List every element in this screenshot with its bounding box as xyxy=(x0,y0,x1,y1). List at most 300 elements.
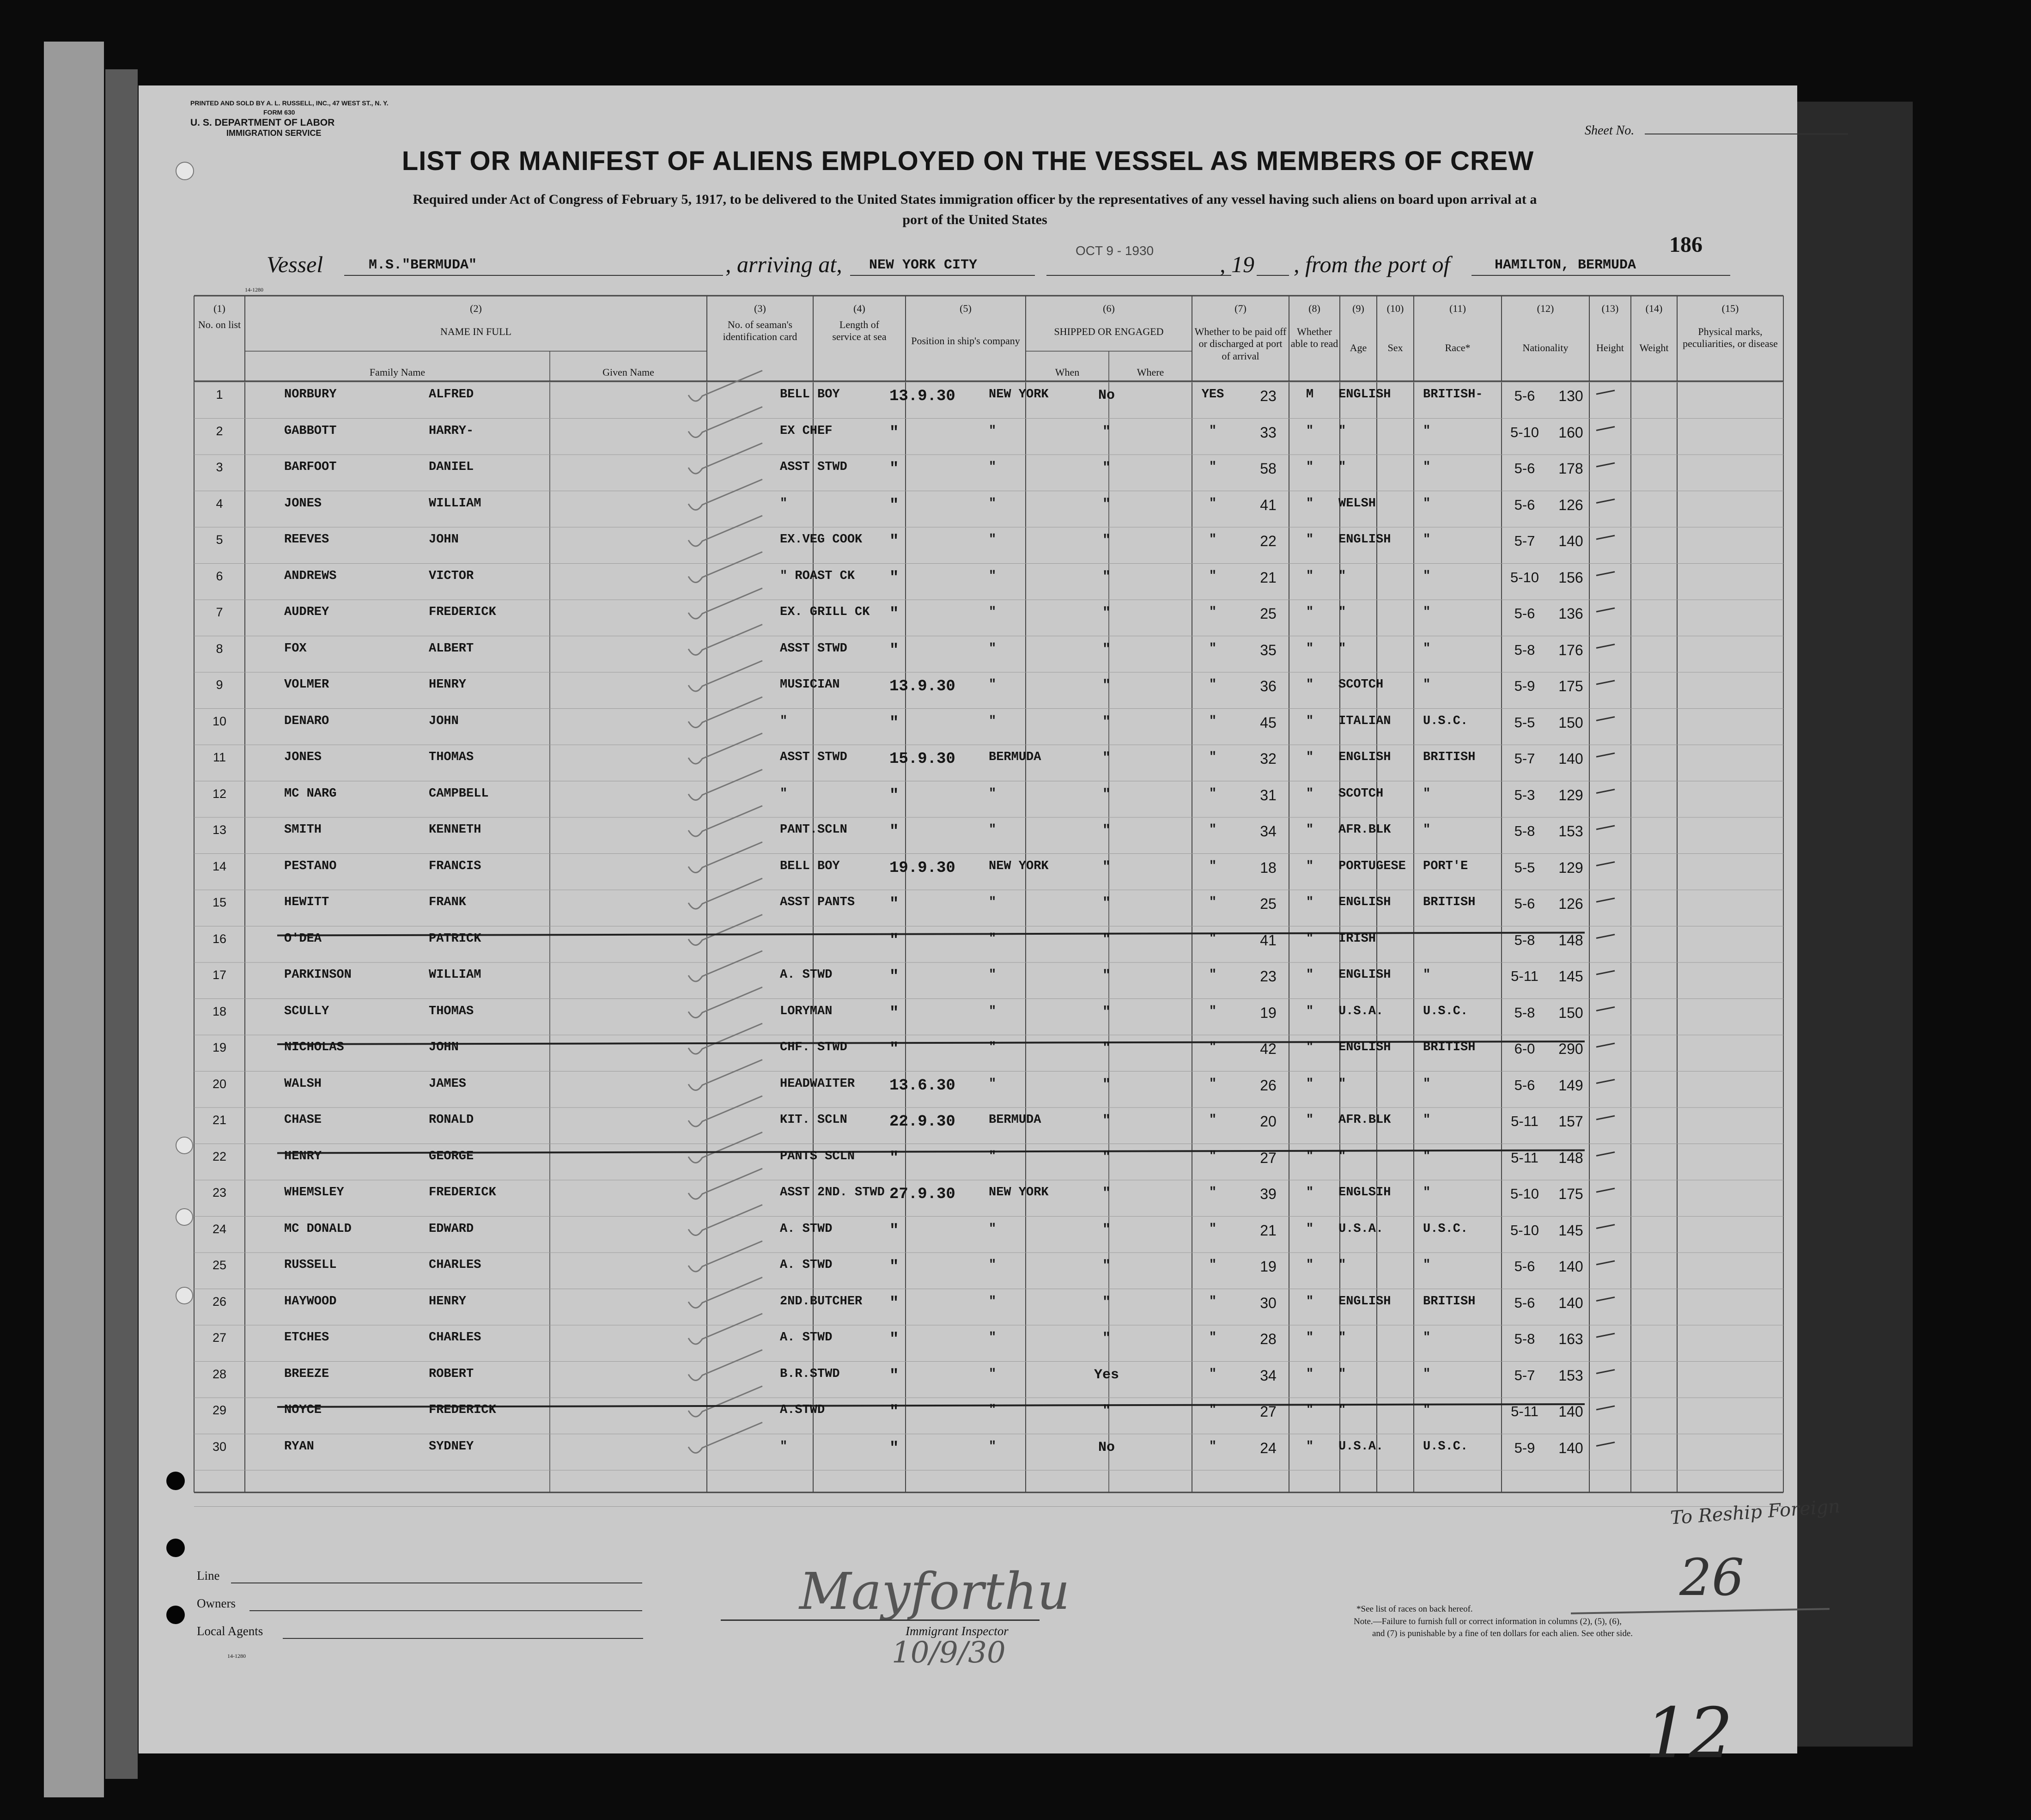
cell-read: " xyxy=(1209,496,1217,511)
cell-nat: " xyxy=(1423,968,1431,982)
cell-no: 8 xyxy=(216,641,223,656)
cell-paid: " xyxy=(1102,895,1111,911)
cell-family: WHEMSLEY xyxy=(284,1186,344,1199)
cell-paid: " xyxy=(1102,1294,1111,1310)
cell-read: " xyxy=(1209,1367,1217,1381)
cell-age: 33 xyxy=(1260,424,1277,441)
col5-number: (5) xyxy=(960,303,972,314)
col5-header: Position in ship's company xyxy=(911,335,1020,347)
cell-weight: 126 xyxy=(1558,895,1583,912)
cell-when: 13.9.30 xyxy=(889,388,955,405)
binding-shadow xyxy=(105,69,138,1779)
cell-given: CAMPBELL xyxy=(429,786,489,801)
cell-where: " xyxy=(989,786,997,801)
cell-height: 5-6 xyxy=(1514,388,1535,404)
cell-position: BELL BOY xyxy=(780,859,840,873)
tick-mark-icon xyxy=(1596,1225,1615,1229)
cell-read: " xyxy=(1209,714,1217,728)
cell-height: 5-11 xyxy=(1511,1113,1538,1129)
cell-height: 5-6 xyxy=(1514,1294,1535,1311)
cell-race: IRISH xyxy=(1338,931,1376,946)
cell-when: " xyxy=(889,605,899,623)
cell-read: " xyxy=(1209,931,1217,946)
cell-given: JOHN xyxy=(429,1041,459,1054)
checkmark-icon xyxy=(688,770,762,800)
cell-weight: 140 xyxy=(1558,750,1583,767)
cell-position: " xyxy=(780,786,788,801)
cell-family: SMITH xyxy=(284,823,322,837)
cell-weight: 129 xyxy=(1558,859,1583,876)
cell-weight: 130 xyxy=(1558,388,1583,404)
cell-sex: " xyxy=(1306,823,1314,837)
cell-family: ANDREWS xyxy=(284,569,337,583)
cell-height: 5-7 xyxy=(1514,1367,1535,1383)
owners-label: Owners xyxy=(197,1596,236,1610)
cell-given: CHARLES xyxy=(429,1331,481,1345)
cell-sex: " xyxy=(1306,678,1314,692)
cell-where: " xyxy=(989,1439,997,1454)
cell-paid: " xyxy=(1102,460,1111,476)
cell-no: 10 xyxy=(212,714,227,728)
cell-no: 4 xyxy=(216,496,223,511)
cell-when: " xyxy=(889,496,899,514)
cell-family: HAYWOOD xyxy=(284,1294,337,1309)
cell-age: 42 xyxy=(1260,1041,1277,1057)
checkmark-icon xyxy=(688,1132,762,1163)
col2-header: NAME IN FULL xyxy=(440,326,511,337)
cell-no: 29 xyxy=(212,1403,227,1417)
col3-number: (3) xyxy=(754,303,766,314)
cell-sex: " xyxy=(1306,1186,1314,1199)
cell-sex: " xyxy=(1306,1367,1314,1381)
departure-port: HAMILTON, BERMUDA xyxy=(1495,257,1636,273)
tick-mark-icon xyxy=(1596,790,1615,793)
tick-mark-icon xyxy=(1596,1406,1615,1410)
cell-given: HENRY xyxy=(429,678,467,692)
col10-header: Sex xyxy=(1387,342,1403,353)
cell-sex: " xyxy=(1306,1222,1314,1236)
cell-nat: BRITISH xyxy=(1423,750,1476,764)
cell-weight: 129 xyxy=(1558,786,1583,803)
cell-where: " xyxy=(989,533,997,547)
cell-where: " xyxy=(989,968,997,982)
cell-sex: " xyxy=(1306,1041,1314,1054)
cell-weight: 156 xyxy=(1558,569,1583,586)
cell-age: 18 xyxy=(1260,859,1277,876)
cell-race: U.S.A. xyxy=(1338,1439,1384,1454)
cell-paid: " xyxy=(1102,1041,1111,1056)
cell-sex: " xyxy=(1306,1004,1314,1018)
cell-when: " xyxy=(889,714,899,732)
cell-sex: " xyxy=(1306,859,1314,873)
cell-sex: " xyxy=(1306,1403,1314,1417)
checkmark-icon xyxy=(688,1350,762,1381)
cell-race: AFR.BLK xyxy=(1338,1113,1391,1127)
col6-header: SHIPPED OR ENGAGED xyxy=(1054,326,1164,337)
cell-race: ENGLISH xyxy=(1338,533,1391,547)
cell-height: 5-10 xyxy=(1510,1222,1539,1238)
cell-where: " xyxy=(989,823,997,837)
cell-race: " xyxy=(1338,569,1346,583)
tick-mark-icon xyxy=(1596,1152,1615,1156)
cell-race: " xyxy=(1338,1258,1346,1272)
cell-given: FREDERICK xyxy=(429,1403,496,1417)
cell-position: " xyxy=(780,714,788,728)
cell-when: " xyxy=(889,1258,899,1276)
cell-paid: " xyxy=(1102,931,1111,948)
cell-read: " xyxy=(1209,968,1217,982)
cell-given: JOHN xyxy=(429,533,459,547)
cell-family: PESTANO xyxy=(284,859,337,873)
cell-read: " xyxy=(1209,1077,1217,1091)
cell-paid: " xyxy=(1102,1149,1111,1165)
cell-position: ASST STWD xyxy=(780,641,847,656)
col6-number: (6) xyxy=(1103,303,1115,314)
col13-number: (13) xyxy=(1601,303,1619,314)
tick-mark-icon xyxy=(1596,463,1615,467)
col3-header: No. of seaman's identification card xyxy=(723,319,797,343)
cell-paid: " xyxy=(1102,1186,1111,1201)
cell-race: SCOTCH xyxy=(1338,786,1384,801)
cell-height: 5-11 xyxy=(1511,968,1538,984)
cell-paid: " xyxy=(1102,496,1111,512)
cell-read: " xyxy=(1209,1222,1217,1236)
cell-where: " xyxy=(989,714,997,728)
cell-given: JAMES xyxy=(429,1077,467,1091)
cell-when: " xyxy=(889,931,899,950)
tick-mark-icon xyxy=(1596,1188,1615,1192)
col9-header: Age xyxy=(1350,342,1367,353)
cell-when: " xyxy=(889,823,899,840)
cell-position: A.STWD xyxy=(780,1403,825,1417)
cell-nat: " xyxy=(1423,1149,1431,1163)
cell-nat: U.S.C. xyxy=(1423,1439,1468,1454)
cell-race: " xyxy=(1338,1403,1346,1417)
cell-sex: " xyxy=(1306,1149,1314,1163)
cell-age: 31 xyxy=(1260,786,1277,803)
cell-race: " xyxy=(1338,460,1346,474)
subtitle-line-1: Required under Act of Congress of February 5, 1917, to be delivered to the United States immigration officer by the representatives of any vessel having such aliens on board upon arrival at a xyxy=(413,192,1537,207)
cell-read: " xyxy=(1209,859,1217,873)
cell-read: " xyxy=(1209,424,1217,438)
checkmark-icon xyxy=(688,697,762,728)
cell-paid: " xyxy=(1102,786,1111,803)
col2-number: (2) xyxy=(470,303,482,314)
cell-weight: 153 xyxy=(1558,1367,1583,1384)
cell-height: 5-7 xyxy=(1514,533,1535,549)
checkmark-icon xyxy=(688,951,762,981)
cell-when: " xyxy=(889,1294,899,1312)
cell-read: " xyxy=(1209,1403,1217,1417)
cell-where: BERMUDA xyxy=(989,1113,1041,1127)
cell-position: " ROAST CK xyxy=(780,569,855,583)
col8-header: Whether able to read xyxy=(1290,326,1338,350)
cell-height: 5-10 xyxy=(1510,424,1539,440)
cell-race: ENGLISH xyxy=(1338,1041,1391,1054)
cell-paid: " xyxy=(1102,569,1111,585)
cell-sex: " xyxy=(1306,496,1314,511)
tick-mark-icon xyxy=(1596,826,1615,829)
cell-nat: " xyxy=(1423,424,1431,438)
cell-race: ENGLSIH xyxy=(1338,1186,1391,1199)
cell-height: 5-6 xyxy=(1514,895,1535,912)
cell-read: " xyxy=(1209,1294,1217,1309)
cell-family: PARKINSON xyxy=(284,968,352,982)
cell-position: ASST STWD xyxy=(780,750,847,764)
cell-position: LORYMAN xyxy=(780,1004,833,1018)
cell-race: " xyxy=(1338,641,1346,656)
cell-where: " xyxy=(989,569,997,583)
cell-nat: " xyxy=(1423,786,1431,801)
cell-no: 7 xyxy=(216,605,223,619)
cell-race: ENGLISH xyxy=(1338,388,1391,402)
cell-age: 32 xyxy=(1260,750,1277,767)
cell-sex: " xyxy=(1306,1113,1314,1127)
cell-no: 17 xyxy=(212,968,227,982)
checkmark-icon xyxy=(688,1386,762,1417)
tick-mark-icon xyxy=(1596,898,1615,902)
cell-height: 5-8 xyxy=(1514,823,1535,839)
cell-where: " xyxy=(989,1331,997,1345)
cell-nat: " xyxy=(1423,823,1431,837)
cell-height: 5-7 xyxy=(1514,750,1535,767)
cell-race: U.S.A. xyxy=(1338,1222,1384,1236)
cell-height: 5-6 xyxy=(1514,460,1535,476)
cell-age: 23 xyxy=(1260,388,1277,404)
col14-header: Weight xyxy=(1639,342,1669,353)
cell-age: 41 xyxy=(1260,496,1277,513)
cell-weight: 160 xyxy=(1558,424,1583,441)
cell-when: 15.9.30 xyxy=(889,750,955,768)
cell-race: PORTUGESE xyxy=(1338,859,1406,873)
adjacent-page-edge xyxy=(44,42,104,1797)
cell-when: " xyxy=(889,1439,899,1457)
cell-age: 27 xyxy=(1260,1149,1277,1166)
checkmark-icon xyxy=(688,407,762,438)
cell-paid: " xyxy=(1102,968,1111,984)
cell-sex: " xyxy=(1306,533,1314,547)
cell-where: NEW YORK xyxy=(989,388,1049,402)
checkmark-icon xyxy=(688,842,762,873)
cell-weight: 148 xyxy=(1558,931,1583,949)
cell-given: DANIEL xyxy=(429,460,474,474)
cell-when: " xyxy=(889,1041,899,1058)
cell-paid: " xyxy=(1102,605,1111,621)
cell-when: " xyxy=(889,1403,899,1421)
department: U. S. DEPARTMENT OF LABOR xyxy=(190,117,335,128)
cell-given: GEORGE xyxy=(429,1149,474,1163)
cell-given: JOHN xyxy=(429,714,459,728)
cell-no: 24 xyxy=(212,1222,227,1236)
owners-rule xyxy=(249,1610,642,1611)
checkmark-icon xyxy=(688,1278,762,1308)
cell-nat: BRITISH xyxy=(1423,1294,1476,1309)
cell-race: " xyxy=(1338,1077,1346,1091)
cell-family: NORBURY xyxy=(284,388,337,402)
cell-age: 25 xyxy=(1260,895,1277,912)
cell-position: PANTS SCLN xyxy=(780,1149,855,1163)
cell-family: CHASE xyxy=(284,1113,322,1127)
cell-paid: No xyxy=(1098,388,1115,403)
cell-family: FOX xyxy=(284,641,307,656)
checkmark-icon xyxy=(688,552,762,583)
checkmark-icon xyxy=(688,878,762,909)
cell-when: 22.9.30 xyxy=(889,1113,955,1131)
cell-age: 23 xyxy=(1260,968,1277,985)
cell-age: 19 xyxy=(1260,1004,1277,1021)
cell-height: 5-6 xyxy=(1514,496,1535,513)
cell-age: 19 xyxy=(1260,1258,1277,1275)
cell-read: YES xyxy=(1201,388,1224,402)
checkmark-icon xyxy=(688,1169,762,1199)
cell-where: " xyxy=(989,641,997,656)
checkmark-icon xyxy=(688,987,762,1018)
tick-mark-icon xyxy=(1596,536,1615,539)
cell-weight: 140 xyxy=(1558,1294,1583,1311)
inspector-label: Immigrant Inspector xyxy=(906,1624,1009,1638)
cell-given: WILLIAM xyxy=(429,496,481,511)
cell-read: " xyxy=(1209,1149,1217,1163)
cell-when: " xyxy=(889,786,899,804)
checkmark-icon xyxy=(688,480,762,510)
cell-family: DENARO xyxy=(284,714,329,728)
tick-mark-icon xyxy=(1596,971,1615,974)
cell-weight: 150 xyxy=(1558,1004,1583,1021)
cell-no: 22 xyxy=(212,1149,227,1163)
cell-read: " xyxy=(1209,786,1217,801)
cell-read: " xyxy=(1209,1186,1217,1199)
cell-family: BREEZE xyxy=(284,1367,329,1381)
cell-race: ENGLISH xyxy=(1338,1294,1391,1309)
col2-given-header: Given Name xyxy=(602,366,654,378)
from-port-label: , from the port of xyxy=(1294,251,1450,277)
tick-mark-icon xyxy=(1596,1007,1615,1011)
note-races: *See list of races on back hereof. xyxy=(1356,1604,1473,1614)
cell-nat: " xyxy=(1423,460,1431,474)
cell-position: B.R.STWD xyxy=(780,1367,840,1381)
cell-no: 18 xyxy=(212,1004,227,1018)
cell-no: 2 xyxy=(216,424,223,438)
cell-family: BARFOOT xyxy=(284,460,337,474)
cell-nat: U.S.C. xyxy=(1423,1222,1468,1236)
cell-when: " xyxy=(889,1004,899,1022)
cell-no: 19 xyxy=(212,1041,227,1054)
cell-no: 25 xyxy=(212,1258,227,1272)
cell-where: " xyxy=(989,895,997,909)
col15-header: Physical marks, peculiarities, or disease xyxy=(1683,326,1778,350)
cell-read: " xyxy=(1209,1004,1217,1018)
cell-nat: " xyxy=(1423,496,1431,511)
cell-weight: 148 xyxy=(1558,1149,1583,1166)
cell-where: " xyxy=(989,1367,997,1381)
service: IMMIGRATION SERVICE xyxy=(226,128,322,138)
cell-paid: " xyxy=(1102,1113,1111,1129)
cell-height: 5-3 xyxy=(1514,786,1535,803)
cell-family: NOYCE xyxy=(284,1403,322,1417)
cell-paid: " xyxy=(1102,714,1111,730)
cell-height: 5-6 xyxy=(1514,1077,1535,1093)
cell-paid: " xyxy=(1102,533,1111,548)
cell-where: " xyxy=(989,1077,997,1091)
form-number: FORM 630 xyxy=(263,109,295,116)
cell-nat: " xyxy=(1423,533,1431,547)
cell-family: MC DONALD xyxy=(284,1222,352,1236)
printer-line: PRINTED AND SOLD BY A. L. RUSSELL, INC., 47 WEST ST., N. Y. xyxy=(190,99,389,107)
cell-nat: " xyxy=(1423,605,1431,619)
cell-family: HENRY xyxy=(284,1149,322,1163)
cell-age: 22 xyxy=(1260,533,1277,549)
cell-no: 13 xyxy=(212,823,227,837)
cell-read: " xyxy=(1209,1113,1217,1127)
cell-where: BERMUDA xyxy=(989,750,1041,764)
cell-position: A. STWD xyxy=(780,1258,833,1272)
checkmark-icon xyxy=(688,915,762,945)
arrival-port: NEW YORK CITY xyxy=(869,257,978,273)
note-penalty-2: and (7) is punishable by a fine of ten dollars for each alien. See other side. xyxy=(1372,1629,1633,1639)
cell-no: 21 xyxy=(212,1113,227,1127)
cell-height: 6-0 xyxy=(1514,1041,1535,1057)
cell-height: 5-5 xyxy=(1514,714,1535,730)
cell-race: ENGLISH xyxy=(1338,895,1391,909)
cell-where: " xyxy=(989,1041,997,1054)
cell-height: 5-5 xyxy=(1514,859,1535,876)
cell-age: 34 xyxy=(1260,823,1277,840)
cell-where: " xyxy=(989,1258,997,1272)
cell-where: " xyxy=(989,1149,997,1163)
cell-age: 41 xyxy=(1260,931,1277,949)
checkmark-icon xyxy=(688,516,762,546)
cell-when: " xyxy=(889,641,899,659)
tick-mark-icon xyxy=(1596,1297,1615,1301)
cell-paid: " xyxy=(1102,641,1111,657)
cell-nat: " xyxy=(1423,1331,1431,1345)
total-count: 26 xyxy=(1679,1548,1744,1607)
checkmark-icon xyxy=(688,1423,762,1453)
cell-no: 20 xyxy=(212,1077,227,1091)
cell-given: HENRY xyxy=(429,1294,467,1309)
cell-where: " xyxy=(989,931,997,946)
cell-no: 26 xyxy=(212,1294,227,1309)
cell-read: " xyxy=(1209,641,1217,656)
tick-mark-icon xyxy=(1596,862,1615,866)
vessel-name: M.S."BERMUDA" xyxy=(369,257,477,273)
cell-nat: " xyxy=(1423,1186,1431,1199)
cell-height: 5-9 xyxy=(1514,1439,1535,1456)
cell-weight: 163 xyxy=(1558,1331,1583,1347)
cell-weight: 136 xyxy=(1558,605,1583,622)
cell-where: " xyxy=(989,460,997,474)
cell-no: 16 xyxy=(212,931,227,946)
cell-position: " xyxy=(780,496,788,511)
cell-given: VICTOR xyxy=(429,569,474,583)
cell-read: " xyxy=(1209,1041,1217,1054)
cell-position: EX CHEF xyxy=(780,424,833,438)
tick-mark-icon xyxy=(1596,717,1615,721)
cell-height: 5-10 xyxy=(1510,1186,1539,1202)
cell-when: " xyxy=(889,968,899,986)
tick-mark-icon xyxy=(1596,681,1615,684)
cell-family: AUDREY xyxy=(284,605,329,619)
col2-family-header: Family Name xyxy=(369,366,426,378)
agents-rule xyxy=(283,1638,643,1639)
col6-where-header: Where xyxy=(1137,366,1164,378)
col15-number: (15) xyxy=(1721,303,1739,314)
col8-number: (8) xyxy=(1308,303,1320,314)
cell-weight: 150 xyxy=(1558,714,1583,731)
cell-position: CHF. STWD xyxy=(780,1041,847,1054)
col1-number: (1) xyxy=(213,303,225,314)
cell-family: WALSH xyxy=(284,1077,322,1091)
